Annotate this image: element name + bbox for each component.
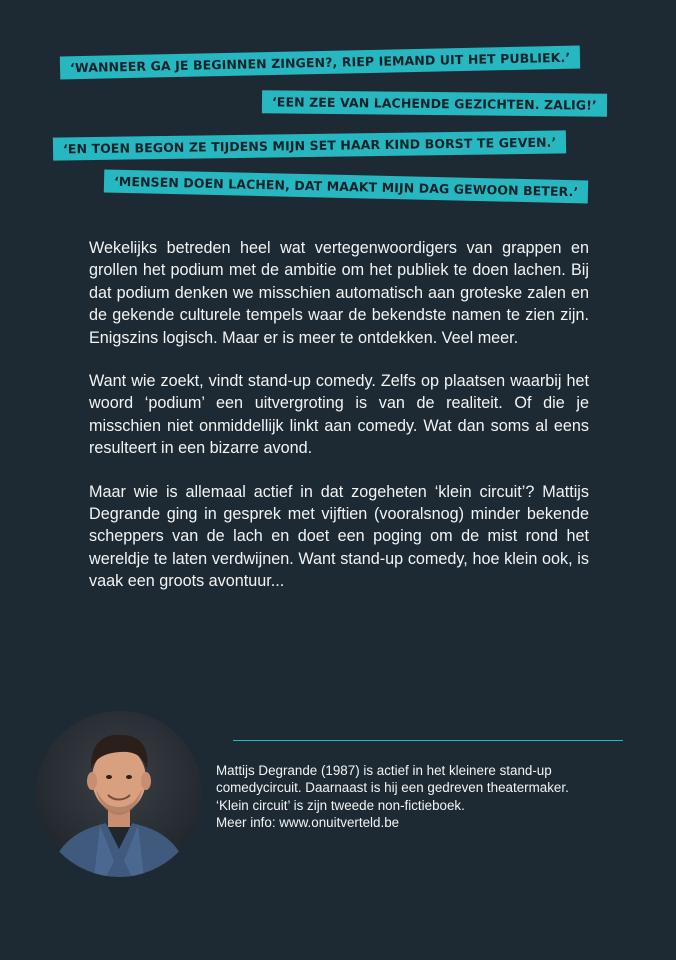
bio-line: ‘Klein circuit’ is zijn tweede non-fictieboek. — [216, 797, 465, 813]
quote-banner: ‘EEN ZEE VAN LACHENDE GEZICHTEN. ZALIG!’ — [262, 90, 607, 117]
author-bio — [216, 762, 636, 831]
author-photo — [36, 711, 202, 877]
quote-banners — [0, 0, 676, 230]
blurb-paragraph: Maar wie is allemaal actief in dat zogeheten ‘klein circuit’? Mattijs Degrande ging in gesprek met vijftien (vooralsnog) minder bekende scheppers van de lach en doet een poging om de mist rond het wereldje te laten verdwijnen. Want stand-up comedy, hoe klein ook, is vaak een groots avontuur... — [89, 482, 589, 591]
blurb-paragraph: Wekelijks betreden heel wat vertegenwoordigers van grappen en grollen het podium met de ambitie om het publiek te doen lachen. Bij dat podium denken we misschien automatisch aan groteske zalen en de gekende culturele tempels waar de bekendste namen te zien zijn. Enigszins logisch. Maar er is meer te ontdekken. Veel meer. — [89, 239, 589, 347]
bio-line: comedycircuit. Daarnaast is hij een gedreven theatermaker. — [216, 780, 569, 796]
quote-banner: ‘MENSEN DOEN LACHEN, DAT MAAKT MIJN DAG GEWOON BETER.’ — [104, 170, 589, 204]
bio-line: Meer info: www.onuitverteld.be — [216, 814, 400, 830]
blurb-paragraph: Want wie zoekt, vindt stand-up comedy. Zelfs op plaatsen waarbij het woord ‘podium’ een uitvergroting is van de realiteit. Of die je misschien niet onmiddellijk linkt aan comedy. Wat dan soms al eens resulteert in een bizarre avond. — [89, 372, 589, 458]
divider-line — [233, 740, 623, 741]
bio-line: Mattijs Degrande (1987) is actief in het kleinere stand-up — [216, 763, 552, 778]
quote-banner: ‘EN TOEN BEGON ZE TIJDENS MIJN SET HAAR KIND BORST TE GEVEN.’ — [53, 130, 567, 160]
blurb — [89, 237, 589, 614]
quote-banner: ‘WANNEER GA JE BEGINNEN ZINGEN?, RIEP IEMAND UIT HET PUBLIEK.’ — [60, 46, 581, 80]
